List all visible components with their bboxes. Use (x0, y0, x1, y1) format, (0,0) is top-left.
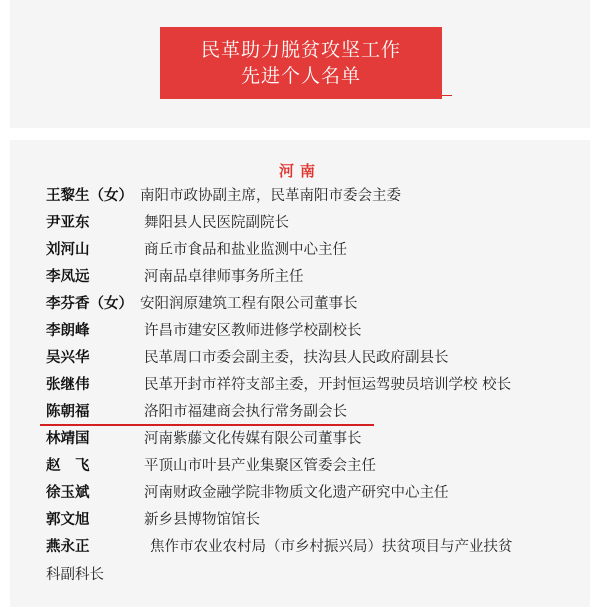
person-title: 河南财政金融学院非物质文化遗产研究中心主任 (144, 485, 449, 501)
list-item (46, 183, 586, 210)
person-name: 徐玉斌 (46, 485, 90, 501)
person-name: 吴兴华 (46, 350, 90, 366)
person-title: 民革开封市祥符支部主委，开封恒运驾驶员培训学校 校长 (144, 377, 512, 393)
person-name: 尹亚东 (46, 215, 90, 231)
person-name: 李芬香（女） (46, 296, 133, 312)
list-item (46, 210, 586, 237)
person-title: 河南紫藤文化传媒有限公司董事长 (144, 431, 362, 447)
list-item (46, 453, 586, 480)
list-item (46, 318, 586, 345)
person-name: 王黎生（女） (46, 188, 133, 204)
person-name: 郭文旭 (46, 512, 90, 528)
person-title: 安阳润原建筑工程有限公司董事长 (140, 296, 358, 312)
person-title: 民革周口市委会副主委，扶沟县人民政府副县长 (144, 350, 449, 366)
list-item (46, 291, 586, 318)
list-item (46, 237, 586, 264)
person-title: 舞阳县人民医院副院长 (144, 215, 289, 231)
person-name: 燕永正 (46, 539, 90, 555)
person-title: 洛阳市福建商会执行常务副会长 (144, 404, 347, 420)
region-heading: 河南 (278, 162, 321, 180)
person-title: 河南品卓律师事务所主任 (144, 269, 304, 285)
list-item (46, 264, 586, 291)
person-title: 许昌市建安区教师进修学校副校长 (144, 323, 362, 339)
person-name: 张继伟 (46, 377, 90, 393)
person-title-continuation: 科副科长 (46, 567, 104, 583)
list-item (46, 372, 586, 399)
title-line-2: 先进个人名单 (240, 65, 361, 87)
list-item (46, 534, 586, 561)
person-name: 李朗峰 (46, 323, 90, 339)
person-title: 平顶山市叶县产业集聚区管委会主任 (144, 458, 376, 474)
person-name: 赵 飞 (46, 458, 90, 474)
list-item (46, 426, 586, 453)
person-title: 南阳市政协副主席，民革南阳市委会主委 (140, 188, 401, 204)
person-name: 林靖国 (46, 431, 90, 447)
title-banner (160, 27, 442, 99)
person-title: 焦作市农业农村局（市乡村振兴局）扶贫项目与产业扶贫 (150, 539, 513, 555)
list-item (46, 507, 586, 534)
person-title: 商丘市食品和盐业监测中心主任 (144, 242, 347, 258)
person-name: 李凤远 (46, 269, 90, 285)
list-item (46, 345, 586, 372)
list-item-highlighted (46, 399, 586, 426)
list-item (46, 480, 586, 507)
people-list (46, 183, 586, 561)
title-line-1: 民革助力脱贫攻坚工作 (200, 39, 401, 61)
person-name: 陈朝福 (46, 404, 90, 420)
person-title: 新乡县博物馆馆长 (144, 512, 260, 528)
person-name: 刘河山 (46, 242, 90, 258)
